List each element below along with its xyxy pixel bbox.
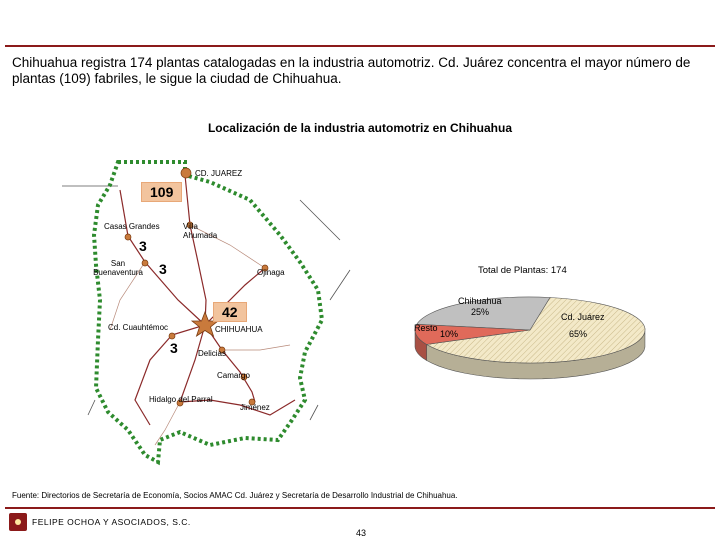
page-number: 43 [356, 528, 367, 538]
pie-label-resto: Resto [414, 323, 438, 333]
pie-label-chihuahua: Chihuahua [458, 296, 502, 306]
bottom-rule [5, 507, 715, 509]
count-chihuahua: 42 [213, 302, 247, 322]
marker-cd-juarez [181, 168, 191, 178]
source-note: Fuente: Directorios de Secretaría de Economía, Socios AMAC Cd. Juárez y Secretaría de Desarrollo Industrial de Chihuahua. [12, 491, 458, 500]
label-chihuahua: CHIHUAHUA [215, 325, 263, 334]
label-camargo: Camargo [217, 371, 250, 380]
road [185, 175, 206, 325]
label-cd-cuauhtemoc: Cd. Cuauhtémoc [108, 323, 169, 332]
road [205, 325, 255, 402]
label-delicias: Delicias [198, 349, 227, 358]
label-cd-juarez: CD. JUAREZ [195, 169, 243, 178]
road [180, 325, 205, 402]
label-san-buenaventura: San Buenaventura [93, 259, 143, 277]
firm-name: FELIPE OCHOA Y ASOCIADOS, S.C. [32, 517, 191, 527]
state-border [94, 162, 322, 462]
count-cd-cuauhtemoc: 3 [170, 340, 178, 356]
label-hidalgo-del-parral: Hidalgo del Parral [149, 395, 213, 404]
count-san-buenaventura: 3 [159, 261, 167, 277]
label-ojinaga: Ojinaga [257, 268, 285, 277]
label-casas-grandes: Casas Grandes [104, 222, 160, 231]
marker-casas-grandes [125, 234, 131, 240]
roads-secondary [110, 225, 290, 445]
count-cd-juarez: 109 [141, 182, 182, 202]
pie-total: Total de Plantas: 174 [478, 265, 567, 276]
pie-pct-chihuahua: 25% [471, 307, 490, 317]
label-jimenez: Jiménez [240, 403, 270, 412]
pie-pct-resto: 10% [440, 329, 459, 339]
count-casas-grandes: 3 [139, 238, 147, 254]
road [222, 345, 290, 350]
intro-text: Chihuahua registra 174 plantas catalogadas en la industria automotriz. Cd. Juárez concentra el mayor número de plantas (109) fabriles, le sigue la ciudad de Chihuahua. [12, 55, 691, 86]
map-title: Localización de la industria automotriz en Chihuahua [207, 121, 513, 135]
firm-logo-icon [9, 513, 27, 531]
marker-cd-cuauhtemoc [169, 333, 175, 339]
pie-label-cd-juarez: Cd. Juárez [561, 312, 605, 322]
roads [120, 175, 295, 425]
road [135, 335, 172, 425]
pie-pct-cd-juarez: 65% [569, 329, 588, 339]
label-villa-ahumada: Villa Ahumada [183, 222, 218, 240]
